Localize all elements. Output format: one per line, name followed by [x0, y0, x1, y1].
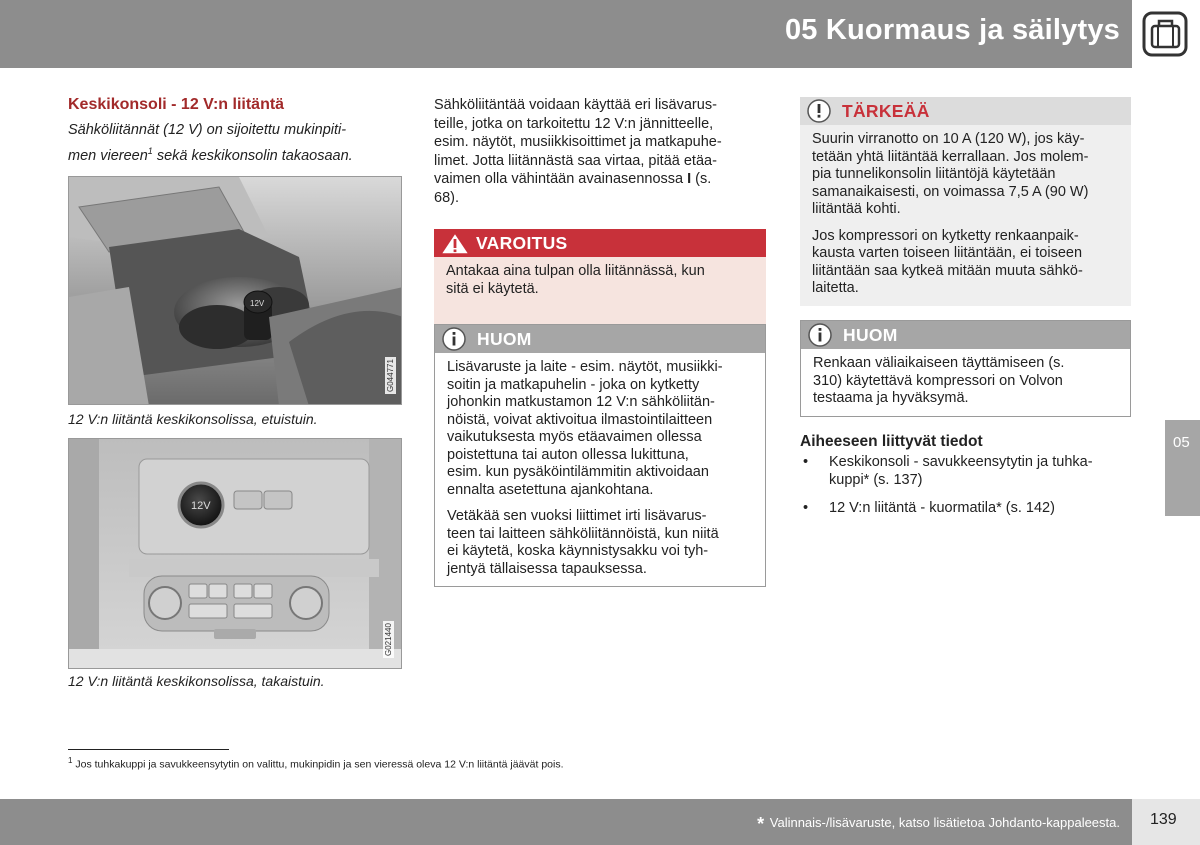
note-box-2 [800, 320, 1131, 417]
page-number: 139 [1150, 811, 1177, 828]
important-paragraph-2 [812, 228, 1119, 298]
important-title: TÄRKEÄÄ [842, 101, 930, 121]
rear-console-photo [68, 438, 402, 669]
chapter-side-tab [1165, 420, 1200, 516]
body-line: limet. Jotta liitännästä saa virtaa, pitää etäa- [434, 152, 717, 169]
body-line: Sähköliitäntää voidaan käyttää eri lisävarus- [434, 97, 717, 113]
rear-console-illustration [69, 439, 402, 669]
note-line: Renkaan väliaikaiseen täyttämiseen (s. [813, 355, 1065, 371]
warning-line: Antakaa aina tulpan olla liitännässä, kun [446, 263, 705, 279]
image-caption-1: 12 V:n liitäntä keskikonsolissa, etuistuin. [68, 411, 318, 427]
important-line: Suurin virranotto on 10 A (120 W), jos käy- [812, 131, 1085, 147]
important-line: tetään yhtä liitäntää kerrallaan. Jos molem- [812, 148, 1089, 165]
chapter-side-tab-label: 05 [1173, 434, 1190, 451]
footnote-divider [68, 749, 229, 750]
important-header [800, 97, 1131, 125]
note-line: johonkin matkustamon 12 V:n sähköliitän- [447, 394, 715, 410]
note-line: jentyä tällaisessa tapauksessa. [447, 560, 647, 577]
note-line: ennalta asetettuna ajankohtana. [447, 481, 654, 498]
related-link-text[interactable]: Keskikonsoli - savukkeensytytin ja tuhka- [829, 454, 1093, 470]
chapter-icon-box [1132, 0, 1200, 68]
important-line: liitäntään saa kytkeä mitään muuta sähkö- [812, 262, 1083, 279]
note-line: 310) käytettävä kompressori on Volvon [813, 372, 1063, 389]
note-paragraph-1 [447, 359, 753, 499]
page-number-box [1132, 799, 1200, 845]
note-header-2 [801, 321, 1130, 349]
note-line: esim. kun pysäköintilämmitin aktivoidaan [447, 464, 709, 480]
body-line: esim. näytöt, musiikkisoittimet ja matkapuhe- [434, 134, 722, 150]
page-footer [0, 799, 1132, 845]
body-line-tail: (s. [691, 171, 712, 187]
intro-line-2-end: sekä keskikonsolin takaosaan. [152, 147, 353, 164]
exclamation-circle-icon [807, 99, 831, 123]
footnote-ref: 1 [147, 146, 153, 156]
body-line: vaimen olla vähintään avainasennossa [434, 171, 684, 187]
warning-line: sitä ei käytetä. [446, 280, 539, 297]
important-line: Jos kompressori on kytketty renkaanpaik- [812, 227, 1079, 244]
note-line: testaama ja hyväksymä. [813, 390, 969, 406]
related-link-item[interactable] [800, 499, 1131, 517]
socket-label-rear: 12V [191, 500, 211, 512]
footer-note-text: Valinnais-/lisävaruste, katso lisätietoa Johdanto-kappaleesta. [766, 815, 1120, 830]
intro-line-2: men viereen [68, 147, 148, 164]
luggage-icon [1141, 10, 1189, 58]
body-line: teille, jotka on tarkoitettu 12 V:n jännitteelle, [434, 115, 714, 132]
image-caption-2: 12 V:n liitäntä keskikonsolissa, takaistuin. [68, 673, 325, 689]
related-info-title: Aiheeseen liittyvät tiedot [800, 433, 983, 450]
important-line: liitäntää kohti. [812, 201, 901, 217]
note-paragraph-2 [447, 508, 753, 578]
note-title-2: HUOM [843, 325, 898, 345]
note-line: soitin ja matkapuhelin - joka on kytketty [447, 376, 700, 393]
chapter-header [0, 0, 1132, 68]
related-link-text[interactable]: kuppi* (s. 137) [829, 472, 923, 488]
body-line: 68). [434, 189, 459, 206]
note-line: vaikutuksesta myös etäavaimen ollessa [447, 429, 702, 445]
warning-header [434, 229, 766, 257]
bullet-icon: • [803, 454, 809, 470]
intro-line-1: Sähköliitännät (12 V) on sijoitettu mukinpiti- [68, 122, 347, 138]
warning-triangle-icon [440, 232, 470, 255]
related-info-list [800, 453, 1131, 527]
intro-text [68, 120, 398, 167]
front-console-illustration [69, 177, 402, 405]
section-title: Keskikonsoli - 12 V:n liitäntä [68, 96, 285, 113]
important-line: laitetta. [812, 280, 859, 296]
info-circle-icon [808, 323, 832, 347]
important-line: samanaikaisesti, on voimassa 7,5 A (90 W) [812, 183, 1089, 200]
related-link-item[interactable] [800, 453, 1131, 489]
chapter-title: 05 Kuormaus ja säilytys [784, 14, 1120, 46]
note-body-2 [801, 349, 1130, 416]
footnote-text: Jos tuhkakuppi ja savukkeensytytin on valittu, mukinpidin ja sen vieressä oleva 12 V:n liitäntä jäävät pois. [72, 758, 564, 771]
key-position: I [687, 171, 692, 187]
image-code-2: G021440 [384, 623, 393, 656]
info-circle-icon [442, 327, 466, 351]
body-text [434, 96, 764, 207]
image-code-1: G044771 [386, 359, 395, 392]
important-paragraph-1 [812, 131, 1119, 219]
note-body [435, 353, 765, 586]
note-line: ei käytetä, koska käynnistysakku voi tyh- [447, 543, 709, 559]
front-console-photo [68, 176, 402, 405]
asterisk-mark: * [757, 814, 765, 834]
warning-box [434, 229, 766, 335]
note-line: Lisävaruste ja laite - esim. näytöt, musiikki- [447, 359, 723, 375]
note-line: teen tai laitteen sähköliitännöistä, kun niitä [447, 525, 719, 542]
note-box [434, 324, 766, 587]
important-box [800, 97, 1131, 306]
important-body [800, 125, 1131, 306]
important-line: kausta varten toiseen liitäntään, ei toiseen [812, 245, 1083, 261]
footer-note [757, 814, 1120, 835]
note-title: HUOM [477, 329, 532, 349]
important-line: pia tunnelikonsolin liitäntöjä käytetään [812, 166, 1056, 182]
footnote-marker: 1 [68, 756, 73, 765]
note-line: Vetäkää sen vuoksi liittimet irti lisävarus- [447, 508, 707, 524]
warning-title: VAROITUS [476, 233, 568, 253]
note-line: poistettuna tai auton ollessa lukittuna, [447, 446, 689, 463]
socket-label-front: 12V [250, 299, 265, 308]
note-header [435, 325, 765, 353]
related-link-text[interactable]: 12 V:n liitäntä - kuormatila* (s. 142) [829, 500, 1055, 516]
note-line: nöistä, voivat aktivoitua ilmastointilaitteen [447, 411, 713, 428]
bullet-icon: • [803, 500, 809, 516]
footnote [68, 756, 564, 771]
